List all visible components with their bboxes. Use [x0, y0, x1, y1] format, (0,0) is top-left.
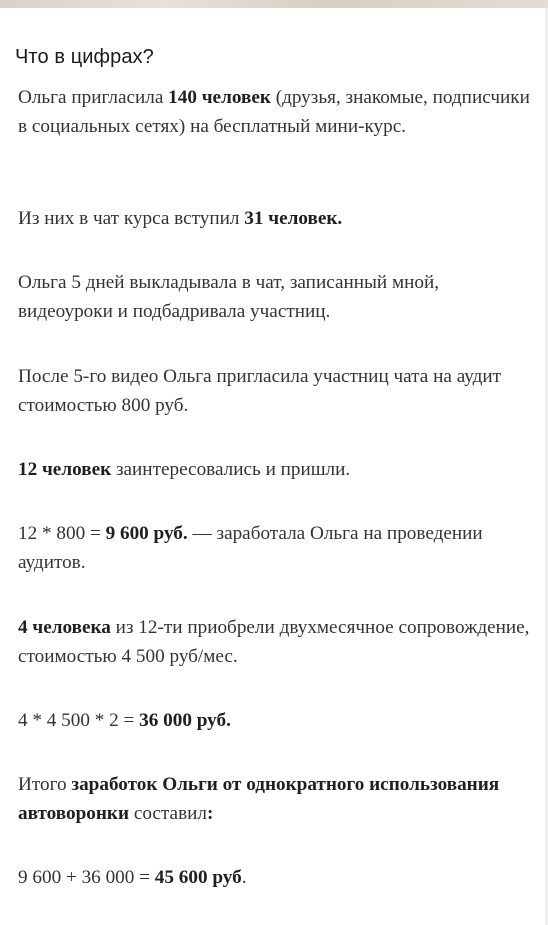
- paragraph-mentoring: [18, 613, 530, 671]
- text-segment: Из них в чат курса вступил: [18, 208, 245, 229]
- text-segment: Итого: [18, 774, 72, 795]
- text-segment-bold: 140 человек: [168, 87, 271, 108]
- text-segment: Ольга пригласила: [18, 87, 169, 108]
- text-segment: составил: [129, 803, 207, 824]
- paragraph-joined-chat: [18, 204, 530, 233]
- text-segment-bold: 36 000 руб.: [139, 710, 231, 731]
- header-image-strip: [0, 0, 548, 8]
- text-segment: После 5-го видео Ольга пригласила участниц чата на аудит стоимостью 800 руб.: [18, 366, 502, 416]
- text-segment: из 12-ти приобрели двухмесячное сопровождение, стоимостью 4 500 руб/мес.: [18, 617, 530, 667]
- text-segment: — заработала Ольга на проведении аудитов.: [18, 523, 483, 573]
- text-segment-bold: :: [206, 803, 214, 824]
- text-segment-bold: 31 человек.: [244, 208, 343, 229]
- paragraph-audit-earnings: [18, 519, 530, 577]
- text-segment-bold: 45 600 руб: [154, 867, 242, 888]
- paragraph-interested: [18, 455, 530, 484]
- text-segment-bold: заработок Ольги от однократного использования автоворонки: [18, 774, 500, 824]
- paragraph-videos: [18, 268, 530, 326]
- paragraph-audit-offer: [18, 362, 530, 420]
- text-segment: (друзья, знакомые, подписчики в социальных сетях) на бесплатный мини-курс.: [18, 87, 530, 137]
- text-segment: .: [241, 867, 247, 888]
- text-segment: 9 600 + 36 000 =: [18, 867, 155, 888]
- text-segment: 12 * 800 =: [18, 523, 106, 544]
- text-segment-bold: 4 человека: [18, 617, 111, 638]
- paragraph-total-intro: [18, 770, 530, 828]
- paragraph-total-calc: [18, 863, 530, 892]
- text-segment-bold: 12 человек: [18, 459, 112, 480]
- text-segment: Ольга 5 дней выкладывала в чат, записанный мной, видеоуроки и подбадривала участниц.: [18, 272, 440, 322]
- text-segment: 4 * 4 500 * 2 =: [18, 710, 140, 731]
- section-heading: Что в цифрах?: [15, 46, 154, 68]
- paragraph-mentoring-calc: [18, 706, 530, 735]
- text-segment-bold: 9 600 руб.: [105, 523, 188, 544]
- text-segment: заинтересовались и пришли.: [111, 459, 351, 480]
- paragraph-invited: [18, 83, 530, 141]
